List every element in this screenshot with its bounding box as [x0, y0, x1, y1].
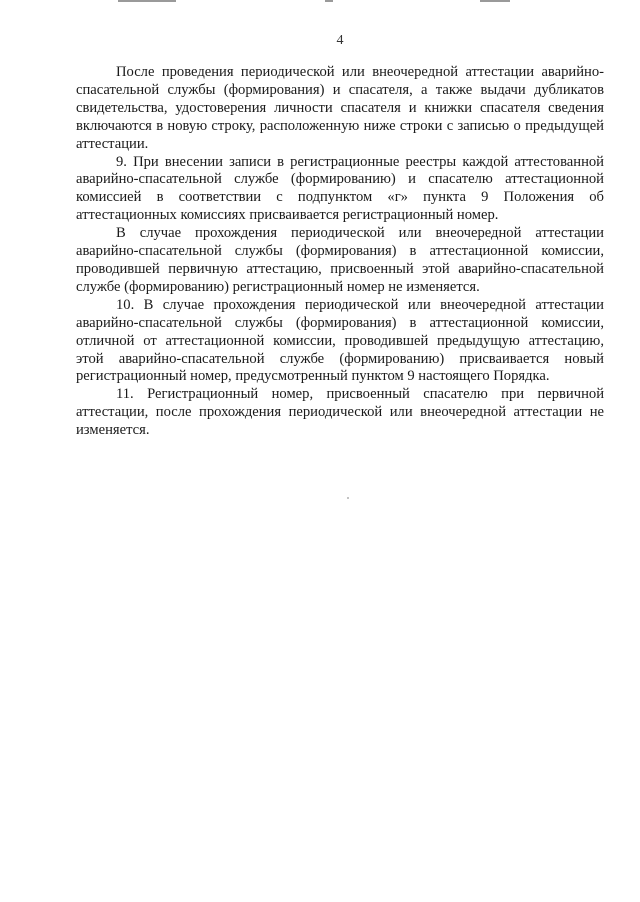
scan-edge-marks: [0, 0, 640, 4]
scan-speck: [347, 497, 349, 499]
page-number: 4: [336, 33, 344, 48]
paragraph-item-11: 11. Регистрационный номер, присвоенный спасателю при первичной аттестации, после прохождения периодической или внеочередной аттестации не изменяется.: [76, 386, 604, 439]
paragraph-item-9: 9. При внесении записи в регистрационные реестры каждой аттестованной аварийно-спасательной службе (формированию) и спасателю аттестационной комиссией в соответствии с подпунктом «г» пункта 9 Положения об аттестационных комиссиях присваивается регистрационный номер.: [76, 153, 604, 224]
paragraph-item-10: 10. В случае прохождения периодической или внеочередной аттестации аварийно-спасательной службы (формирования) в аттестационной комиссии, отличной от аттестационной комиссии, проводившей предыдущую аттестацию, этой аварийно-спасательной службе (формированию) присваивается новый регистрационный номер, предусмотренный пунктом 9 настоящего Порядка.: [76, 296, 604, 385]
document-body: [76, 64, 604, 440]
paragraph-attestation-records: После проведения периодической или внеочередной аттестации аварийно-спасательной службы (формирования) и спасателя, а также выдачи дубликатов свидетельства, удостоверения личности спасателя и книжки спасателя сведения включаются в новую строку, расположенную ниже строки с записью о предыдущей аттестации.: [76, 64, 604, 152]
paragraph-item-9-repeat-attestation: В случае прохождения периодической или внеочередной аттестации аварийно-спасательной службы (формирования) в аттестационной комиссии, проводившей первичную аттестацию, присвоенный этой аварийно-спасательной службе (формированию) регистрационный номер не изменяется.: [76, 225, 604, 295]
